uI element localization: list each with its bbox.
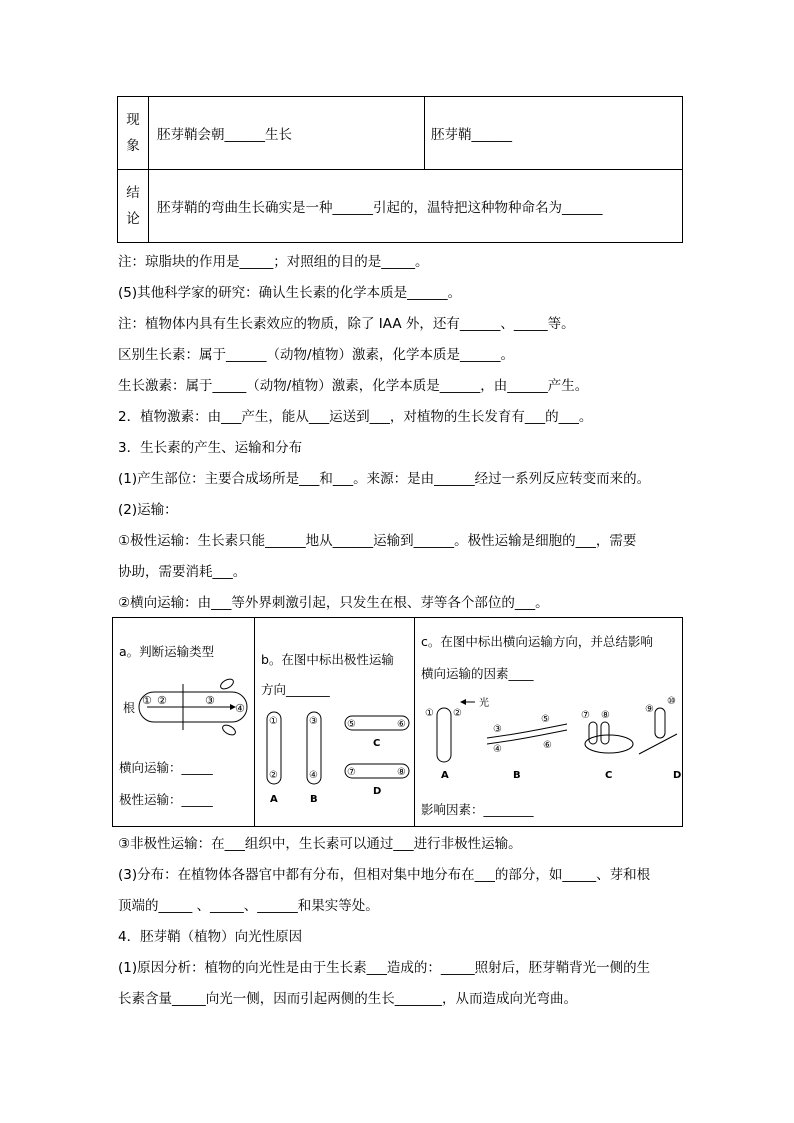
- cell-c-title2: 横向运输的因素____: [421, 666, 534, 681]
- text-line: (3)分布：在植物体各器官中都有分布，但相对集中地分布在___的部分，如_____、芽和根: [118, 867, 651, 883]
- text-line: 区别生长素：属于______（动物/植物）激素，化学本质是______。: [118, 347, 515, 363]
- label-2: ②: [157, 694, 167, 707]
- note-line: 注：琼脂块的作用是_____；对照组的目的是_____。: [118, 254, 429, 270]
- label-A: A: [441, 770, 449, 781]
- label-3: ③: [205, 694, 215, 707]
- table-row: [118, 97, 683, 170]
- num-6: ⑥: [543, 740, 552, 751]
- num-7: ⑦: [581, 710, 590, 721]
- section-heading: 4．胚芽鞘（植物）向光性原因: [118, 929, 303, 945]
- label-1: ①: [142, 694, 152, 707]
- text-line: ②横向运输：由___等外界刺激引起，只发生在根、芽等各个部位的___。: [118, 595, 549, 611]
- num-10: ⑩: [667, 696, 676, 707]
- lateral-transport: 横向运输：_____: [119, 760, 213, 775]
- label-B: B: [310, 794, 318, 805]
- text-line: (5)其他科学家的研究：确认生长素的化学本质是______。: [118, 285, 462, 301]
- polar-transport: 极性运输：_____: [119, 792, 213, 807]
- num-3: ③: [309, 716, 318, 727]
- num-8: ⑧: [397, 767, 406, 778]
- num-5: ⑤: [541, 714, 550, 725]
- label-D: D: [373, 786, 382, 797]
- row-label: [118, 97, 149, 170]
- label-A: A: [270, 794, 278, 805]
- text-line: 顶端的_____ 、_____、______和果实等处。: [118, 898, 379, 914]
- num-4: ④: [309, 770, 318, 781]
- label-C: C: [605, 770, 613, 781]
- cell-b-title: b。在图中标出极性运输: [261, 652, 394, 667]
- cell-b-title2: 方向_______: [261, 682, 330, 697]
- text-line: (2)运输：: [118, 502, 178, 518]
- num-3: ③: [493, 724, 502, 735]
- num-6: ⑥: [397, 719, 406, 730]
- experiment-table: [117, 96, 683, 243]
- num-5: ⑤: [347, 719, 356, 730]
- conclusion-text: 胚芽鞘的弯曲生长确实是一种______引起的，温特把这种物种命名为______: [149, 170, 683, 243]
- label-char: 论: [126, 211, 140, 227]
- text-line: ①极性运输：生长素只能______地从______运输到______。极性运输是细胞的___，需要: [118, 533, 637, 549]
- phenomenon-right: 胚芽鞘______: [425, 97, 683, 170]
- label-C: C: [373, 738, 381, 749]
- cell-a-title: a。判断运输类型: [119, 644, 215, 659]
- section-heading: 3．生长素的产生、运输和分布: [118, 440, 303, 456]
- label-char: 象: [126, 138, 140, 154]
- label-4: ④: [235, 702, 245, 715]
- note-line: 注：植物体内具有生长素效应的物质，除了 IAA 外，还有______、_____等。: [118, 316, 575, 332]
- text-line: 生长激素：属于_____（动物/植物）激素，化学本质是______，由______产生。: [118, 378, 589, 394]
- num-1: ①: [269, 716, 278, 727]
- text-line: 长素含量_____向光一侧，因而引起两侧的生长_______，从而造成向光弯曲。: [118, 991, 577, 1007]
- num-7: ⑦: [347, 767, 356, 778]
- num-2: ②: [269, 770, 278, 781]
- root-transport-diagram: [117, 668, 252, 748]
- influence-factor: 影响因素：________: [421, 802, 534, 817]
- num-2: ②: [453, 708, 462, 719]
- polar-transport-diagram: [259, 706, 414, 816]
- section-heading: 2．植物激素：由___产生，能从___运送到___，对植物的生长发育有___的___。: [118, 409, 593, 425]
- text-line: ③非极性运输：在___组织中，生长素可以通过___进行非极性运输。: [118, 836, 522, 852]
- text-line: (1)产生部位：主要合成场所是___和___。来源：是由______经过一系列反应转变而来的。: [118, 471, 651, 487]
- num-8: ⑧: [601, 710, 610, 721]
- label-char: 现: [126, 112, 140, 128]
- row-label: [118, 170, 149, 243]
- light-label: 光: [479, 698, 489, 709]
- phenomenon-left: 胚芽鞘会朝______生长: [149, 97, 425, 170]
- transport-diagram-table: [112, 617, 683, 827]
- label-D: D: [673, 770, 682, 781]
- num-1: ①: [425, 708, 434, 719]
- lateral-transport-diagram: [417, 694, 683, 784]
- num-9: ⑨: [645, 704, 654, 715]
- text-line: 协助，需要消耗___。: [118, 564, 247, 580]
- text-line: (1)原因分析：植物的向光性是由于生长素___造成的：_____照射后，胚芽鞘背光一侧的生: [118, 960, 651, 976]
- label-B: B: [513, 770, 521, 781]
- root-label: 根: [123, 701, 136, 715]
- cell-c-title: c。在图中标出横向运输方向，并总结影响: [421, 634, 653, 649]
- num-4: ④: [493, 744, 502, 755]
- table-row: [118, 170, 683, 243]
- label-char: 结: [126, 185, 140, 201]
